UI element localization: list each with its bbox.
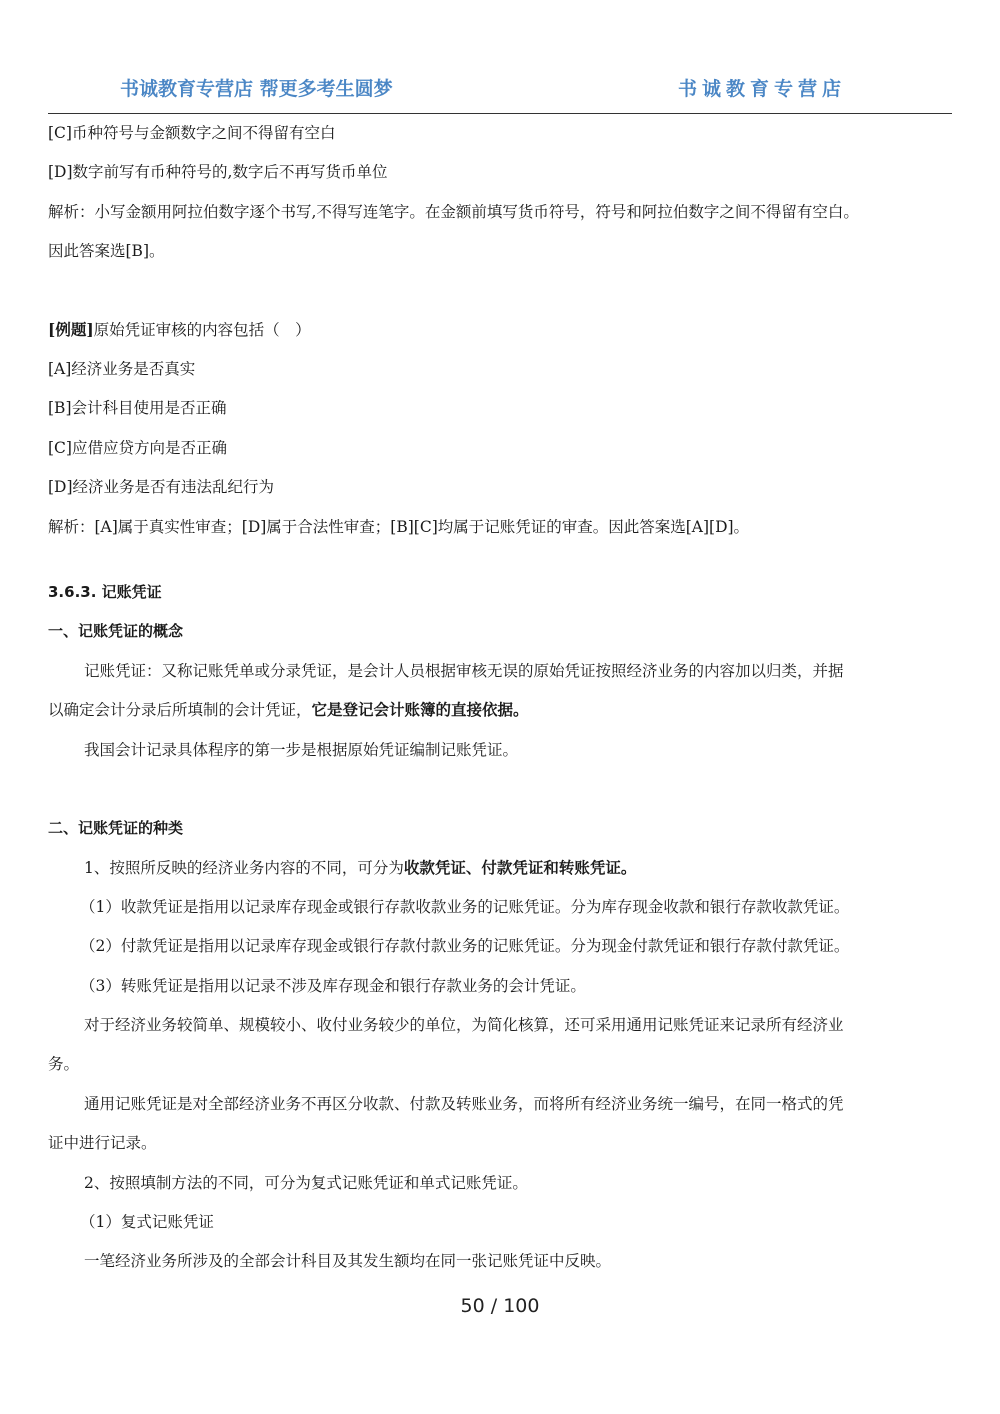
q2-analysis: 解析：[A]属于真实性审查；[D]属于合法性审查；[B][C]均属于记账凭证的审查。因此答案选[A][D]。 — [48, 518, 750, 536]
heading-types: 二、记账凭证的种类 — [48, 819, 184, 837]
q2-stem — [48, 319, 960, 341]
page-current: 50 — [460, 1295, 485, 1317]
q2-stem-text: 原始凭证审核的内容包括（ ） — [93, 321, 311, 339]
general-voucher-def-line2: 证中进行记录。 — [48, 1134, 157, 1152]
q1-analysis-line2: 因此答案选[B]。 — [48, 242, 165, 260]
types-item-2-a: （1）复式记账凭证 — [80, 1213, 214, 1231]
q2-option-d: [D]经济业务是否有违法乱纪行为 — [48, 478, 275, 496]
q1-option-c: [C]币种符号与金额数字之间不得留有空白 — [48, 124, 336, 142]
heading-concept: 一、记账凭证的概念 — [48, 622, 184, 640]
general-voucher-para-line1: 对于经济业务较简单、规模较小、收付业务较少的单位，为简化核算，还可采用通用记账凭证来记录所有经济业 — [84, 1016, 844, 1034]
concept-para-line2 — [48, 699, 960, 721]
types-item-1-emphasis: 收款凭证、付款凭证和转账凭证。 — [403, 858, 637, 877]
general-voucher-def-line1: 通用记账凭证是对全部经济业务不再区分收款、付款及转账业务，而将所有经济业务统一编号，在同一格式的凭 — [84, 1095, 844, 1113]
q2-option-b: [B]会计科目使用是否正确 — [48, 399, 227, 417]
concept-para-2: 我国会计记录具体程序的第一步是根据原始凭证编制记账凭证。 — [84, 741, 519, 759]
q2-option-c: [C]应借应贷方向是否正确 — [48, 439, 227, 457]
q1-analysis-line1: 解析：小写金额用阿拉伯数字逐个书写,不得写连笔字。在金额前填写货币符号，符号和阿拉伯数字之间不得留有空白。 — [48, 203, 859, 221]
page-number — [0, 1295, 1000, 1317]
general-voucher-para-line2: 务。 — [48, 1055, 80, 1073]
q1-option-d: [D]数字前写有币种符号的,数字后不再写货币单位 — [48, 163, 388, 181]
concept-para-emphasis: 它是登记会计账簿的直接依据。 — [311, 700, 529, 719]
q2-option-a: [A]经济业务是否真实 — [48, 360, 196, 378]
header-right-title: 书诚教育专营店 — [677, 78, 846, 100]
types-item-1-c: （3）转账凭证是指用以记录不涉及库存现金和银行存款业务的会计凭证。 — [80, 977, 586, 995]
types-item-1-text: 1、按照所反映的经济业务内容的不同，可分为 — [84, 859, 404, 877]
compound-voucher-desc: 一笔经济业务所涉及的全部会计科目及其发生额均在同一张记账凭证中反映。 — [84, 1252, 612, 1270]
section-number-heading: 3.6.3. 记账凭证 — [48, 583, 162, 601]
types-item-1-b: （2）付款凭证是指用以记录库存现金或银行存款付款业务的记账凭证。分为现金付款凭证和银行存款付款凭证。 — [80, 937, 850, 955]
q2-tag: [例题] — [48, 320, 94, 339]
types-item-1-a: （1）收款凭证是指用以记录库存现金或银行存款收款业务的记账凭证。分为库存现金收款和银行存款收款凭证。 — [80, 898, 850, 916]
page-separator: / — [490, 1295, 498, 1317]
concept-para-line1: 记账凭证：又称记账凭单或分录凭证，是会计人员根据审核无误的原始凭证按照经济业务的内容加以归类，并据 — [84, 662, 844, 680]
types-item-2: 2、按照填制方法的不同，可分为复式记账凭证和单式记账凭证。 — [84, 1174, 528, 1192]
types-item-1 — [84, 857, 960, 879]
concept-para-line2-text: 以确定会计分录后所填制的会计凭证， — [48, 701, 312, 719]
page-total: 100 — [503, 1295, 540, 1317]
page-header — [48, 70, 952, 114]
header-left-title: 书诚教育专营店 帮更多考生圆梦 — [120, 78, 393, 100]
